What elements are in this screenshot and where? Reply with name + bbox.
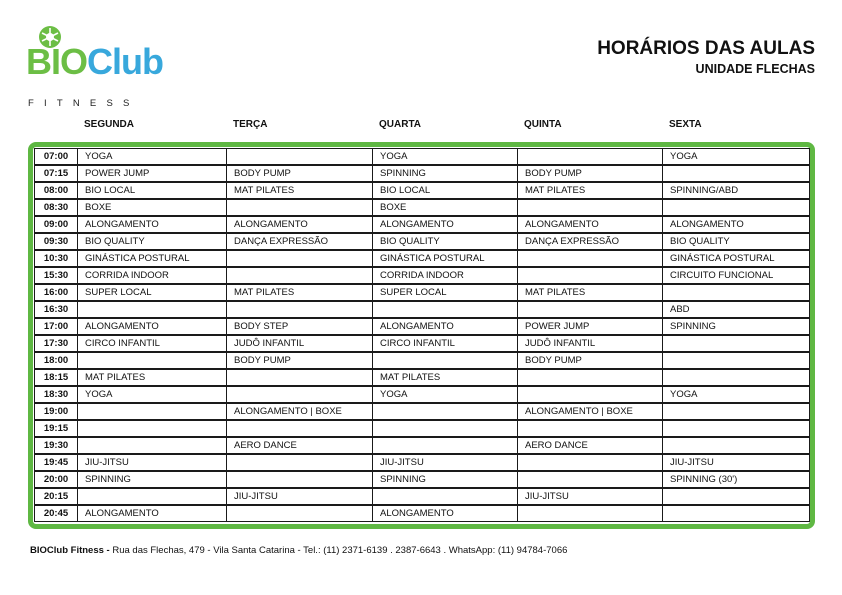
class-cell: YOGA xyxy=(77,148,227,165)
class-cell: ALONGAMENTO | BOXE xyxy=(226,403,373,420)
class-cell xyxy=(372,352,518,369)
logo-wordmark xyxy=(26,41,163,82)
table-row xyxy=(34,403,809,420)
class-cell xyxy=(517,505,663,522)
class-cell: BIO LOCAL xyxy=(77,182,227,199)
class-cell xyxy=(517,250,663,267)
class-cell xyxy=(372,488,518,505)
time-cell: 09:00 xyxy=(34,216,78,233)
class-cell: YOGA xyxy=(372,148,518,165)
logo-tagline: FITNESS xyxy=(28,98,140,109)
class-cell: YOGA xyxy=(372,386,518,403)
class-cell xyxy=(77,352,227,369)
day-header: QUARTA xyxy=(379,119,422,130)
table-row xyxy=(34,335,809,352)
class-cell: JIU-JITSU xyxy=(662,454,810,471)
class-cell: SPINNING (30') xyxy=(662,471,810,488)
class-cell xyxy=(662,488,810,505)
class-cell xyxy=(517,420,663,437)
class-cell: BIO QUALITY xyxy=(372,233,518,250)
class-cell: GINÁSTICA POSTURAL xyxy=(77,250,227,267)
time-cell: 17:00 xyxy=(34,318,78,335)
class-cell: JUDÔ INFANTIL xyxy=(517,335,663,352)
class-cell: GINÁSTICA POSTURAL xyxy=(372,250,518,267)
class-cell: ALONGAMENTO xyxy=(372,216,518,233)
class-cell xyxy=(662,352,810,369)
table-row xyxy=(34,301,809,318)
time-cell: 18:00 xyxy=(34,352,78,369)
footer xyxy=(30,545,567,556)
class-cell: MAT PILATES xyxy=(226,182,373,199)
class-cell xyxy=(517,267,663,284)
class-cell: SPINNING xyxy=(77,471,227,488)
class-cell xyxy=(77,301,227,318)
class-cell: MAT PILATES xyxy=(372,369,518,386)
table-row xyxy=(34,216,809,233)
table-row xyxy=(34,420,809,437)
class-cell xyxy=(226,369,373,386)
table-row xyxy=(34,471,809,488)
table-row xyxy=(34,318,809,335)
class-cell xyxy=(372,437,518,454)
class-cell: SUPER LOCAL xyxy=(372,284,518,301)
class-cell: SPINNING/ABD xyxy=(662,182,810,199)
class-cell: YOGA xyxy=(77,386,227,403)
time-cell: 17:30 xyxy=(34,335,78,352)
class-cell xyxy=(226,505,373,522)
class-cell: JIU-JITSU xyxy=(372,454,518,471)
table-row xyxy=(34,267,809,284)
time-cell: 07:15 xyxy=(34,165,78,182)
class-cell xyxy=(226,454,373,471)
table-row xyxy=(34,505,809,522)
time-cell: 10:30 xyxy=(34,250,78,267)
table-row xyxy=(34,369,809,386)
class-cell xyxy=(517,148,663,165)
class-cell: JUDÔ INFANTIL xyxy=(226,335,373,352)
time-cell: 20:45 xyxy=(34,505,78,522)
class-cell: BOXE xyxy=(77,199,227,216)
class-cell: ABD xyxy=(662,301,810,318)
class-cell: DANÇA EXPRESSÃO xyxy=(226,233,373,250)
time-cell: 20:00 xyxy=(34,471,78,488)
class-cell xyxy=(226,386,373,403)
time-cell: 19:00 xyxy=(34,403,78,420)
class-cell: ALONGAMENTO xyxy=(662,216,810,233)
class-cell xyxy=(226,250,373,267)
class-cell: ALONGAMENTO xyxy=(77,505,227,522)
class-cell: AERO DANCE xyxy=(226,437,373,454)
day-header: SEXTA xyxy=(669,119,702,130)
class-cell xyxy=(662,505,810,522)
table-row xyxy=(34,148,809,165)
class-cell xyxy=(662,369,810,386)
class-cell xyxy=(77,437,227,454)
time-cell: 15:30 xyxy=(34,267,78,284)
table-row xyxy=(34,199,809,216)
class-cell: JIU-JITSU xyxy=(77,454,227,471)
class-cell: SPINNING xyxy=(662,318,810,335)
page-title: HORÁRIOS DAS AULAS xyxy=(597,38,815,59)
class-cell: ALONGAMENTO xyxy=(372,505,518,522)
class-cell: BIO LOCAL xyxy=(372,182,518,199)
table-row xyxy=(34,488,809,505)
class-cell: ALONGAMENTO xyxy=(372,318,518,335)
time-cell: 20:15 xyxy=(34,488,78,505)
table-row xyxy=(34,165,809,182)
class-cell xyxy=(662,420,810,437)
class-cell: ALONGAMENTO xyxy=(77,318,227,335)
class-cell xyxy=(226,148,373,165)
class-cell: BODY PUMP xyxy=(226,352,373,369)
class-cell xyxy=(226,301,373,318)
time-cell: 16:00 xyxy=(34,284,78,301)
class-cell: BIO QUALITY xyxy=(77,233,227,250)
class-cell: BODY STEP xyxy=(226,318,373,335)
class-cell: MAT PILATES xyxy=(517,284,663,301)
class-cell: GINÁSTICA POSTURAL xyxy=(662,250,810,267)
class-cell xyxy=(77,420,227,437)
class-cell xyxy=(662,335,810,352)
class-cell xyxy=(77,403,227,420)
class-cell: ALONGAMENTO xyxy=(517,216,663,233)
brand-logo xyxy=(26,24,163,109)
time-cell: 18:15 xyxy=(34,369,78,386)
time-cell: 18:30 xyxy=(34,386,78,403)
class-cell: JIU-JITSU xyxy=(517,488,663,505)
class-cell xyxy=(517,386,663,403)
class-cell: ALONGAMENTO xyxy=(77,216,227,233)
page-subtitle: UNIDADE FLECHAS xyxy=(695,62,815,76)
time-cell: 07:00 xyxy=(34,148,78,165)
class-cell: BODY PUMP xyxy=(226,165,373,182)
class-cell: MAT PILATES xyxy=(226,284,373,301)
class-cell xyxy=(517,199,663,216)
class-cell xyxy=(77,488,227,505)
class-cell xyxy=(226,199,373,216)
time-cell: 19:45 xyxy=(34,454,78,471)
class-cell: YOGA xyxy=(662,148,810,165)
table-row xyxy=(34,454,809,471)
class-cell: JIU-JITSU xyxy=(226,488,373,505)
class-cell xyxy=(662,284,810,301)
class-cell xyxy=(517,369,663,386)
class-cell: BODY PUMP xyxy=(517,352,663,369)
class-cell xyxy=(372,420,518,437)
class-cell: CORRIDA INDOOR xyxy=(372,267,518,284)
day-header: SEGUNDA xyxy=(84,119,135,130)
class-cell: CORRIDA INDOOR xyxy=(77,267,227,284)
time-cell: 08:00 xyxy=(34,182,78,199)
class-cell: CIRCUITO FUNCIONAL xyxy=(662,267,810,284)
logo-bio: BIO xyxy=(26,41,88,82)
class-cell: SPINNING xyxy=(372,165,518,182)
class-cell: POWER JUMP xyxy=(517,318,663,335)
class-cell: CIRCO INFANTIL xyxy=(372,335,518,352)
class-cell xyxy=(662,165,810,182)
time-cell: 09:30 xyxy=(34,233,78,250)
class-cell: MAT PILATES xyxy=(517,182,663,199)
class-cell xyxy=(372,403,518,420)
class-cell: DANÇA EXPRESSÃO xyxy=(517,233,663,250)
class-cell xyxy=(662,199,810,216)
table-row xyxy=(34,250,809,267)
table-row xyxy=(34,182,809,199)
class-cell: MAT PILATES xyxy=(77,369,227,386)
table-row xyxy=(34,437,809,454)
logo-club: Club xyxy=(87,41,163,82)
day-header: QUINTA xyxy=(524,119,562,130)
table-row xyxy=(34,233,809,250)
class-cell: SPINNING xyxy=(372,471,518,488)
footer-brand: BIOClub Fitness - xyxy=(30,545,110,556)
class-cell xyxy=(517,471,663,488)
time-cell: 19:30 xyxy=(34,437,78,454)
class-cell: CIRCO INFANTIL xyxy=(77,335,227,352)
footer-address: Rua das Flechas, 479 - Vila Santa Catarina - Tel.: (11) 2371-6139 . 2387-6643 . WhatsApp: (11) 94784-7066 xyxy=(109,545,568,556)
weekday-header xyxy=(0,119,842,133)
class-cell: POWER JUMP xyxy=(77,165,227,182)
class-cell xyxy=(226,471,373,488)
class-cell xyxy=(226,267,373,284)
class-cell: ALONGAMENTO xyxy=(226,216,373,233)
class-cell: AERO DANCE xyxy=(517,437,663,454)
day-header: TERÇA xyxy=(233,119,268,130)
class-cell: YOGA xyxy=(662,386,810,403)
class-cell: BOXE xyxy=(372,199,518,216)
table-row xyxy=(34,284,809,301)
time-cell: 19:15 xyxy=(34,420,78,437)
class-cell xyxy=(517,301,663,318)
class-cell xyxy=(517,454,663,471)
class-cell xyxy=(662,437,810,454)
class-cell xyxy=(372,301,518,318)
class-cell: BIO QUALITY xyxy=(662,233,810,250)
time-cell: 16:30 xyxy=(34,301,78,318)
table-row xyxy=(34,386,809,403)
time-cell: 08:30 xyxy=(34,199,78,216)
class-cell xyxy=(662,403,810,420)
class-cell xyxy=(226,420,373,437)
table-row xyxy=(34,352,809,369)
class-cell: SUPER LOCAL xyxy=(77,284,227,301)
class-cell: BODY PUMP xyxy=(517,165,663,182)
class-cell: ALONGAMENTO | BOXE xyxy=(517,403,663,420)
